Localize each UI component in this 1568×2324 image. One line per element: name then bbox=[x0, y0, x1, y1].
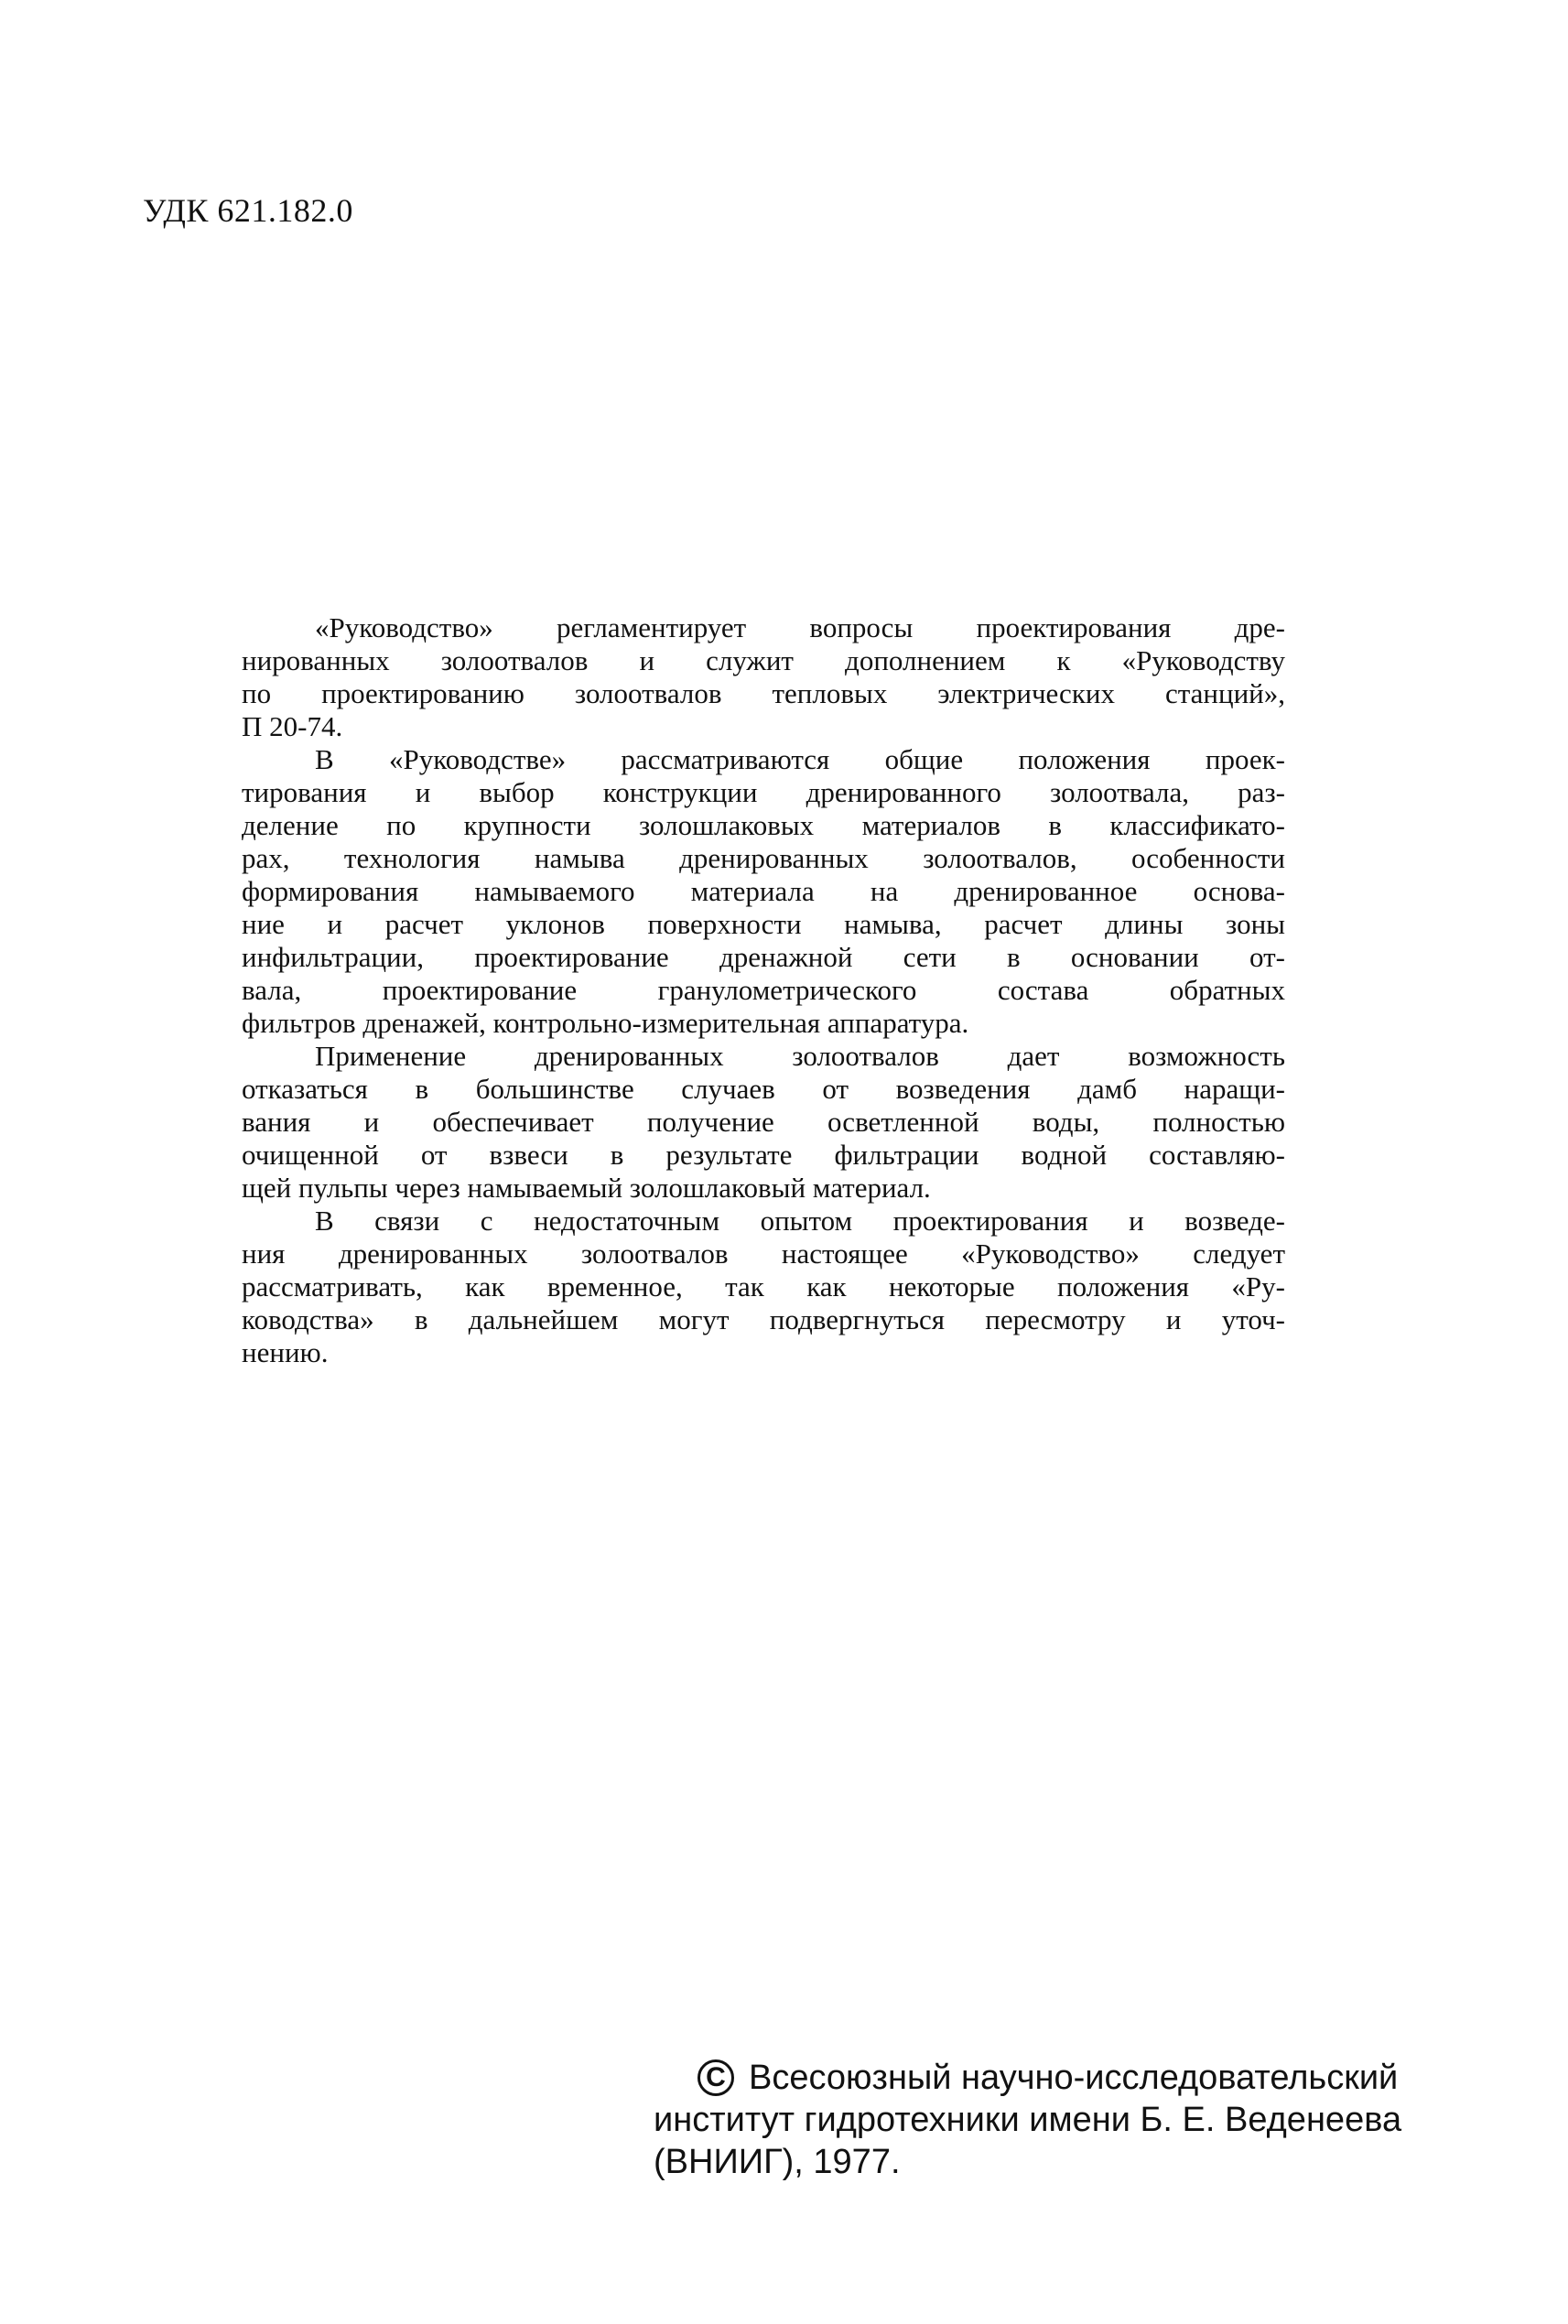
abstract-line: нению. bbox=[242, 1336, 329, 1368]
abstract-line: щей пульпы через намываемый золошлаковый материал. bbox=[242, 1172, 931, 1204]
abstract-line: очищенной от взвеси в результате фильтрации водной составляю- bbox=[242, 1139, 1285, 1171]
abstract-line: фильтров дренажей, контрольно-измерительная аппаратура. bbox=[242, 1007, 969, 1039]
abstract-line: нированных золоотвалов и служит дополнением к «Руководству bbox=[242, 644, 1285, 676]
abstract-line: П 20-74. bbox=[242, 710, 343, 742]
abstract-line: по проектированию золоотвалов тепловых электрических станций», bbox=[242, 677, 1285, 709]
abstract-line: формирования намываемого материала на дренированное основа- bbox=[242, 875, 1285, 907]
copyright-icon: C bbox=[697, 2059, 734, 2096]
udk-code: УДК 621.182.0 bbox=[143, 192, 353, 229]
abstract-line: вала, проектирование гранулометрического состава обратных bbox=[242, 974, 1285, 1006]
abstract-line: В связи с недостаточным опытом проектирования и возведе- bbox=[315, 1205, 1285, 1237]
abstract-line: ководства» в дальнейшем могут подвергнуться пересмотру и уточ- bbox=[242, 1303, 1285, 1335]
abstract-line: вания и обеспечивает получение осветленной воды, полностью bbox=[242, 1106, 1285, 1138]
abstract-line: отказаться в большинстве случаев от возведения дамб наращи- bbox=[242, 1073, 1285, 1105]
copyright-block bbox=[654, 2057, 1402, 2183]
abstract-line: «Руководство» регламентирует вопросы проектирования дре- bbox=[315, 611, 1285, 643]
abstract-line: рассматривать, как временное, так как некоторые положения «Ру- bbox=[242, 1270, 1285, 1303]
abstract-line: Применение дренированных золоотвалов дает возможность bbox=[315, 1040, 1285, 1072]
abstract-line: инфильтрации, проектирование дренажной сети в основании от- bbox=[242, 941, 1285, 973]
copyright-institution-line-2: институт гидротехники имени Б. Е. Веденеева bbox=[654, 2101, 1402, 2139]
abstract-line: рах, технология намыва дренированных золоотвалов, особенности bbox=[242, 842, 1285, 874]
abstract-line: тирования и выбор конструкции дренированного золоотвала, раз- bbox=[242, 776, 1285, 808]
copyright-line-1 bbox=[654, 2057, 1399, 2099]
abstract-line: В «Руководстве» рассматриваются общие положения проек- bbox=[315, 743, 1285, 775]
abstract-line: ния дренированных золоотвалов настоящее «Руководство» следует bbox=[242, 1238, 1285, 1270]
copyright-institution-line-1: Всесоюзный научно-исследовательский bbox=[749, 2059, 1399, 2097]
abstract-text bbox=[242, 611, 1285, 1369]
abstract-line: ние и расчет уклонов поверхности намыва, расчет длины зоны bbox=[242, 908, 1285, 940]
abstract-line: деление по крупности золошлаковых материалов в классификато- bbox=[242, 809, 1285, 841]
copyright-year-line: (ВНИИГ), 1977. bbox=[654, 2143, 901, 2181]
